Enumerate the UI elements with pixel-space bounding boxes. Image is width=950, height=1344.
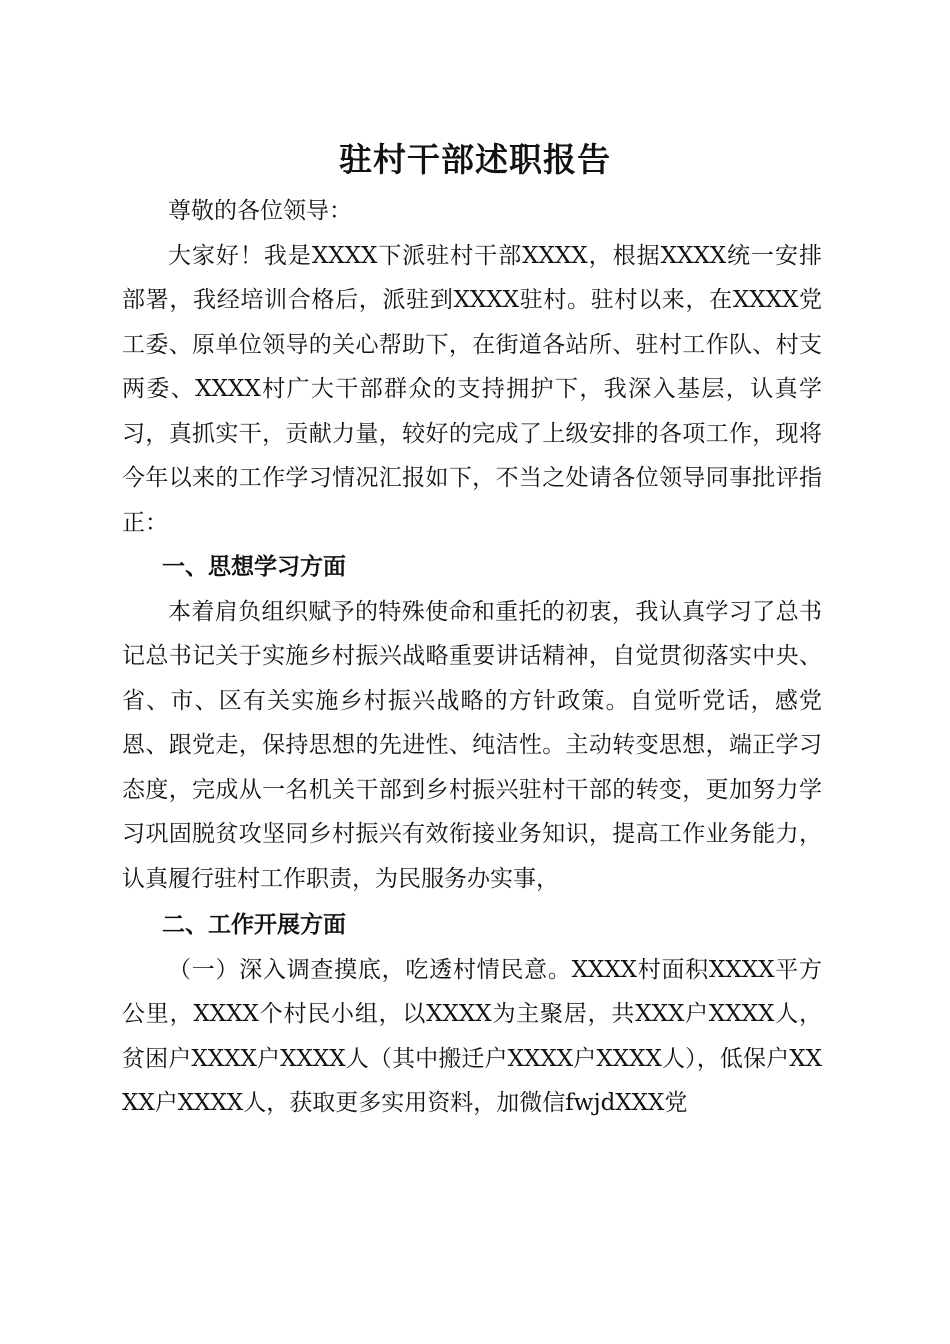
section-heading-thinking-study: 一、思想学习方面 [162, 554, 346, 580]
section-heading-work-progress: 二、工作开展方面 [162, 912, 346, 938]
section-body-work-progress: （一）深入调查摸底，吃透村情民意。XXXX村面积XXXX平方公里，XXXX个村民小组，以XXXX为主聚居，共XXX户XXXX人，贫困户XXXX户XXXX人（其中搬迁户XXXX户XXXX人），低保户XXXX户XXXX人，获取更多实用资料，加微信fwjdXXX党 [122, 956, 822, 1116]
document-title: 驻村干部述职报告 [339, 140, 611, 179]
salutation: 尊敬的各位领导： [168, 198, 352, 224]
document-body [122, 189, 822, 1126]
intro-paragraph: 大家好！我是XXXX下派驻村干部XXXX，根据XXXX统一安排部署，我经培训合格后，派驻到XXXX驻村。驻村以来，在XXXX党工委、原单位领导的关心帮助下，在街道各站所、驻村工作队、村支两委、XXXX村广大干部群众的支持拥护下，我深入基层，认真学习，真抓实干，贡献力量，较好的完成了上级安排的各项工作，现将今年以来的工作学习情况汇报如下，不当之处请各位领导同事批评指正： [122, 242, 822, 536]
section-body-thinking-study: 本着肩负组织赋予的特殊使命和重托的初衷，我认真学习了总书记总书记关于实施乡村振兴战略重要讲话精神，自觉贯彻落实中央、省、市、区有关实施乡村振兴战略的方针政策。自觉听党话，感党恩、跟党走，保持思想的先进性、纯洁性。主动转变思想，端正学习态度，完成从一名机关干部到乡村振兴驻村干部的转变，更加努力学习巩固脱贫攻坚同乡村振兴有效衔接业务知识，提高工作业务能力，认真履行驻村工作职责，为民服务办实事， [122, 598, 822, 892]
